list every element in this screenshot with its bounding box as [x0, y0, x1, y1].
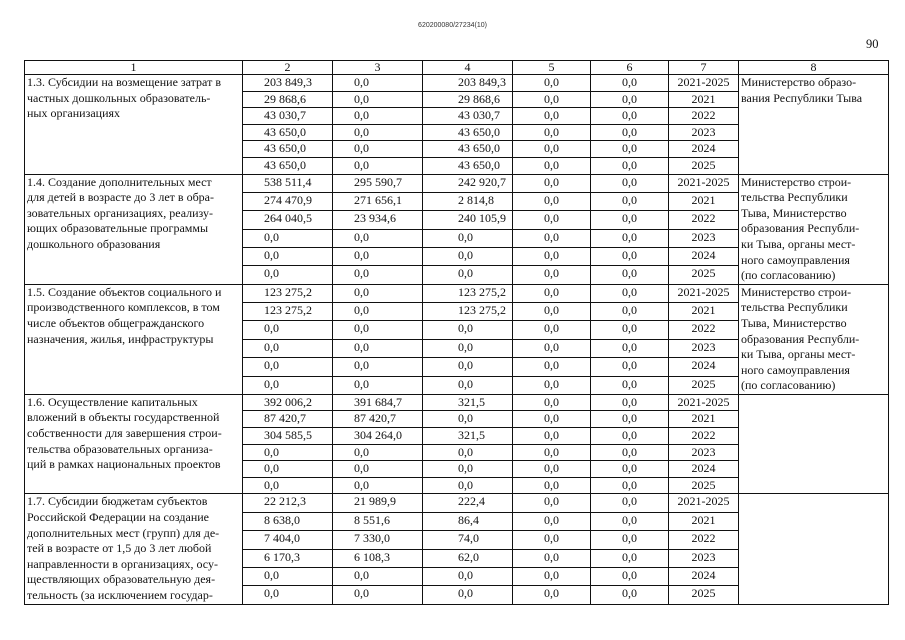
federal-budget: 0,0: [333, 75, 423, 92]
extrabudgetary: 0,0: [591, 411, 669, 428]
total-amount: 0,0: [243, 567, 333, 585]
federal-budget: 0,0: [333, 567, 423, 585]
local-budget: 0,0: [513, 174, 591, 192]
republic-budget: 0,0: [423, 461, 513, 478]
federal-budget: 21 989,9: [333, 494, 423, 512]
period-year: 2022: [669, 108, 739, 125]
period-year: 2021-2025: [669, 75, 739, 92]
federal-budget: 0,0: [333, 108, 423, 125]
period-year: 2024: [669, 141, 739, 158]
local-budget: 0,0: [513, 91, 591, 108]
total-amount: 203 849,3: [243, 75, 333, 92]
column-header: 8: [739, 61, 889, 75]
description-line: ющих образовательные программы: [27, 221, 209, 236]
description-line: направленности в организациях, осу-: [27, 556, 218, 571]
republic-budget: 240 105,9: [423, 211, 513, 229]
period-year: 2024: [669, 567, 739, 585]
republic-budget: 0,0: [423, 411, 513, 428]
responsible-line: вания Республики Тыва: [741, 90, 863, 105]
description-line: ций в рамках национальных проектов: [27, 457, 221, 472]
federal-budget: 0,0: [333, 321, 423, 339]
responsible-line: (по согласованию): [741, 378, 836, 393]
federal-budget: 0,0: [333, 248, 423, 266]
column-header: 7: [669, 61, 739, 75]
responsible-line: Министерство образо-: [741, 75, 857, 89]
local-budget: 0,0: [513, 192, 591, 210]
total-amount: 8 638,0: [243, 512, 333, 530]
column-header: 6: [591, 61, 669, 75]
total-amount: 87 420,7: [243, 411, 333, 428]
period-year: 2025: [669, 477, 739, 494]
total-amount: 538 511,4: [243, 174, 333, 192]
total-amount: 43 650,0: [243, 157, 333, 174]
description-line: дополнительных мест (групп) для де-: [27, 525, 220, 540]
total-amount: 7 404,0: [243, 531, 333, 549]
republic-budget: 74,0: [423, 531, 513, 549]
period-year: 2021: [669, 512, 739, 530]
table-row: [25, 174, 889, 192]
local-budget: 0,0: [513, 266, 591, 284]
responsible-line: тельства Республики: [741, 190, 848, 205]
period-year: 2021-2025: [669, 494, 739, 512]
local-budget: 0,0: [513, 477, 591, 494]
responsible-line: Тыва, Министерство: [741, 315, 847, 330]
responsible-executor: [739, 284, 889, 394]
republic-budget: 321,5: [423, 428, 513, 445]
responsible-line: образования Республи-: [741, 221, 860, 236]
federal-budget: 271 656,1: [333, 192, 423, 210]
local-budget: 0,0: [513, 248, 591, 266]
local-budget: 0,0: [513, 461, 591, 478]
local-budget: 0,0: [513, 376, 591, 394]
extrabudgetary: 0,0: [591, 75, 669, 92]
description-line: ных организациях: [27, 106, 121, 121]
republic-budget: 123 275,2: [423, 284, 513, 302]
extrabudgetary: 0,0: [591, 512, 669, 530]
responsible-line: ки Тыва, органы мест-: [741, 236, 856, 251]
republic-budget: 0,0: [423, 444, 513, 461]
period-year: 2023: [669, 549, 739, 567]
measure-description: [25, 75, 243, 175]
federal-budget: 0,0: [333, 586, 423, 604]
responsible-executor: [739, 494, 889, 604]
extrabudgetary: 0,0: [591, 339, 669, 357]
description-line: вложений в объекты государственной: [27, 410, 220, 425]
local-budget: 0,0: [513, 339, 591, 357]
extrabudgetary: 0,0: [591, 477, 669, 494]
local-budget: 0,0: [513, 567, 591, 585]
local-budget: 0,0: [513, 75, 591, 92]
description-line: для детей в возрасте до 3 лет в обра-: [27, 190, 215, 205]
description-line: производственного комплексов, в том: [27, 300, 220, 315]
extrabudgetary: 0,0: [591, 428, 669, 445]
period-year: 2023: [669, 339, 739, 357]
local-budget: 0,0: [513, 411, 591, 428]
local-budget: 0,0: [513, 358, 591, 376]
period-year: 2021-2025: [669, 284, 739, 302]
period-year: 2022: [669, 428, 739, 445]
republic-budget: 0,0: [423, 266, 513, 284]
republic-budget: 0,0: [423, 229, 513, 247]
local-budget: 0,0: [513, 586, 591, 604]
extrabudgetary: 0,0: [591, 461, 669, 478]
republic-budget: 242 920,7: [423, 174, 513, 192]
period-year: 2025: [669, 586, 739, 604]
table-row: [25, 75, 889, 92]
column-header: 5: [513, 61, 591, 75]
federal-budget: 0,0: [333, 141, 423, 158]
period-year: 2024: [669, 248, 739, 266]
description-line: частных дошкольных образователь-: [27, 90, 211, 105]
total-amount: 123 275,2: [243, 303, 333, 321]
federal-budget: 0,0: [333, 266, 423, 284]
period-year: 2025: [669, 376, 739, 394]
extrabudgetary: 0,0: [591, 157, 669, 174]
republic-budget: 86,4: [423, 512, 513, 530]
extrabudgetary: 0,0: [591, 192, 669, 210]
description-line: тельность (за исключением государ-: [27, 588, 213, 602]
extrabudgetary: 0,0: [591, 248, 669, 266]
federal-budget: 0,0: [333, 358, 423, 376]
description-line: тельства образовательных организа-: [27, 441, 213, 456]
total-amount: 0,0: [243, 477, 333, 494]
republic-budget: 203 849,3: [423, 75, 513, 92]
measure-description: [25, 284, 243, 394]
budget-table: [24, 60, 889, 605]
table-row: [25, 284, 889, 302]
local-budget: 0,0: [513, 394, 591, 411]
federal-budget: 0,0: [333, 91, 423, 108]
extrabudgetary: 0,0: [591, 124, 669, 141]
column-header: 4: [423, 61, 513, 75]
total-amount: 0,0: [243, 229, 333, 247]
total-amount: 0,0: [243, 461, 333, 478]
description-line: собственности для завершения строи-: [27, 426, 222, 441]
measure-description: [25, 174, 243, 284]
republic-budget: 123 275,2: [423, 303, 513, 321]
local-budget: 0,0: [513, 229, 591, 247]
column-header-row: [25, 61, 889, 75]
extrabudgetary: 0,0: [591, 211, 669, 229]
description-line: 1.3. Субсидии на возмещение затрат в: [27, 75, 221, 89]
period-year: 2024: [669, 358, 739, 376]
total-amount: 0,0: [243, 248, 333, 266]
federal-budget: 23 934,6: [333, 211, 423, 229]
republic-budget: 43 650,0: [423, 157, 513, 174]
period-year: 2022: [669, 531, 739, 549]
extrabudgetary: 0,0: [591, 586, 669, 604]
total-amount: 0,0: [243, 376, 333, 394]
responsible-line: Министерство строи-: [741, 284, 852, 299]
republic-budget: 0,0: [423, 477, 513, 494]
description-line: тей в возрасте от 1,5 до 3 лет любой: [27, 541, 212, 556]
republic-budget: 321,5: [423, 394, 513, 411]
total-amount: 6 170,3: [243, 549, 333, 567]
page-number: 90: [866, 37, 879, 51]
republic-budget: 0,0: [423, 321, 513, 339]
federal-budget: 391 684,7: [333, 394, 423, 411]
local-budget: 0,0: [513, 321, 591, 339]
total-amount: 0,0: [243, 444, 333, 461]
total-amount: 22 212,3: [243, 494, 333, 512]
extrabudgetary: 0,0: [591, 531, 669, 549]
period-year: 2023: [669, 229, 739, 247]
description-line: назначения, жилья, инфраструктуры: [27, 331, 214, 346]
local-budget: 0,0: [513, 124, 591, 141]
republic-budget: 43 650,0: [423, 124, 513, 141]
federal-budget: 304 264,0: [333, 428, 423, 445]
federal-budget: 0,0: [333, 376, 423, 394]
total-amount: 264 040,5: [243, 211, 333, 229]
period-year: 2025: [669, 157, 739, 174]
local-budget: 0,0: [513, 549, 591, 567]
local-budget: 0,0: [513, 512, 591, 530]
federal-budget: 6 108,3: [333, 549, 423, 567]
federal-budget: 7 330,0: [333, 531, 423, 549]
responsible-line: (по согласованию): [741, 268, 836, 283]
extrabudgetary: 0,0: [591, 444, 669, 461]
total-amount: 0,0: [243, 339, 333, 357]
total-amount: 123 275,2: [243, 284, 333, 302]
federal-budget: 0,0: [333, 284, 423, 302]
republic-budget: 43 030,7: [423, 108, 513, 125]
extrabudgetary: 0,0: [591, 174, 669, 192]
local-budget: 0,0: [513, 428, 591, 445]
federal-budget: 0,0: [333, 461, 423, 478]
federal-budget: 0,0: [333, 339, 423, 357]
extrabudgetary: 0,0: [591, 358, 669, 376]
responsible-line: Министерство строи-: [741, 174, 852, 189]
republic-budget: 43 650,0: [423, 141, 513, 158]
extrabudgetary: 0,0: [591, 91, 669, 108]
total-amount: 0,0: [243, 266, 333, 284]
responsible-executor: [739, 75, 889, 175]
description-line: 1.6. Осуществление капитальных: [27, 394, 198, 409]
period-year: 2022: [669, 211, 739, 229]
federal-budget: 8 551,6: [333, 512, 423, 530]
table-row: [25, 394, 889, 411]
total-amount: 0,0: [243, 358, 333, 376]
extrabudgetary: 0,0: [591, 567, 669, 585]
period-year: 2022: [669, 321, 739, 339]
total-amount: 43 650,0: [243, 141, 333, 158]
extrabudgetary: 0,0: [591, 549, 669, 567]
document-id: 620200080/27234(10): [418, 22, 487, 29]
description-line: 1.5. Создание объектов социального и: [27, 284, 222, 299]
local-budget: 0,0: [513, 303, 591, 321]
extrabudgetary: 0,0: [591, 266, 669, 284]
republic-budget: 0,0: [423, 376, 513, 394]
federal-budget: 0,0: [333, 444, 423, 461]
column-header: 1: [25, 61, 243, 75]
federal-budget: 87 420,7: [333, 411, 423, 428]
federal-budget: 295 590,7: [333, 174, 423, 192]
federal-budget: 0,0: [333, 124, 423, 141]
measure-description: [25, 394, 243, 494]
description-line: 1.4. Создание дополнительных мест: [27, 174, 212, 189]
local-budget: 0,0: [513, 494, 591, 512]
federal-budget: 0,0: [333, 303, 423, 321]
local-budget: 0,0: [513, 284, 591, 302]
republic-budget: 0,0: [423, 567, 513, 585]
period-year: 2021: [669, 303, 739, 321]
period-year: 2021-2025: [669, 394, 739, 411]
period-year: 2021: [669, 411, 739, 428]
total-amount: 274 470,9: [243, 192, 333, 210]
responsible-line: образования Республи-: [741, 331, 860, 346]
period-year: 2023: [669, 124, 739, 141]
extrabudgetary: 0,0: [591, 321, 669, 339]
description-line: ществляющих образовательную дея-: [27, 572, 216, 587]
extrabudgetary: 0,0: [591, 284, 669, 302]
responsible-line: ного самоуправления: [741, 362, 850, 377]
description-line: Российской Федерации на создание: [27, 510, 210, 525]
period-year: 2021-2025: [669, 174, 739, 192]
period-year: 2024: [669, 461, 739, 478]
republic-budget: 2 814,8: [423, 192, 513, 210]
description-line: 1.7. Субсидии бюджетам субъектов: [27, 494, 208, 509]
republic-budget: 222,4: [423, 494, 513, 512]
extrabudgetary: 0,0: [591, 108, 669, 125]
local-budget: 0,0: [513, 211, 591, 229]
period-year: 2023: [669, 444, 739, 461]
total-amount: 29 868,6: [243, 91, 333, 108]
column-header: 2: [243, 61, 333, 75]
period-year: 2021: [669, 192, 739, 210]
total-amount: 0,0: [243, 321, 333, 339]
period-year: 2025: [669, 266, 739, 284]
extrabudgetary: 0,0: [591, 394, 669, 411]
responsible-line: тельства Республики: [741, 300, 848, 315]
extrabudgetary: 0,0: [591, 229, 669, 247]
republic-budget: 0,0: [423, 586, 513, 604]
responsible-line: ного самоуправления: [741, 252, 850, 267]
period-year: 2021: [669, 91, 739, 108]
federal-budget: 0,0: [333, 229, 423, 247]
description-line: зовательных организациях, реализу-: [27, 205, 214, 220]
table-row: [25, 494, 889, 512]
republic-budget: 0,0: [423, 248, 513, 266]
measure-description: [25, 494, 243, 604]
republic-budget: 29 868,6: [423, 91, 513, 108]
republic-budget: 0,0: [423, 358, 513, 376]
extrabudgetary: 0,0: [591, 141, 669, 158]
extrabudgetary: 0,0: [591, 303, 669, 321]
republic-budget: 62,0: [423, 549, 513, 567]
local-budget: 0,0: [513, 531, 591, 549]
responsible-executor: [739, 174, 889, 284]
responsible-line: ки Тыва, органы мест-: [741, 347, 856, 362]
total-amount: 43 650,0: [243, 124, 333, 141]
local-budget: 0,0: [513, 141, 591, 158]
description-line: числе объектов общегражданского: [27, 315, 205, 330]
responsible-executor: [739, 394, 889, 494]
local-budget: 0,0: [513, 444, 591, 461]
local-budget: 0,0: [513, 157, 591, 174]
local-budget: 0,0: [513, 108, 591, 125]
extrabudgetary: 0,0: [591, 494, 669, 512]
description-line: дошкольного образования: [27, 236, 161, 251]
republic-budget: 0,0: [423, 339, 513, 357]
federal-budget: 0,0: [333, 157, 423, 174]
federal-budget: 0,0: [333, 477, 423, 494]
responsible-line: Тыва, Министерство: [741, 205, 847, 220]
column-header: 3: [333, 61, 423, 75]
total-amount: 392 006,2: [243, 394, 333, 411]
total-amount: 0,0: [243, 586, 333, 604]
total-amount: 43 030,7: [243, 108, 333, 125]
extrabudgetary: 0,0: [591, 376, 669, 394]
total-amount: 304 585,5: [243, 428, 333, 445]
